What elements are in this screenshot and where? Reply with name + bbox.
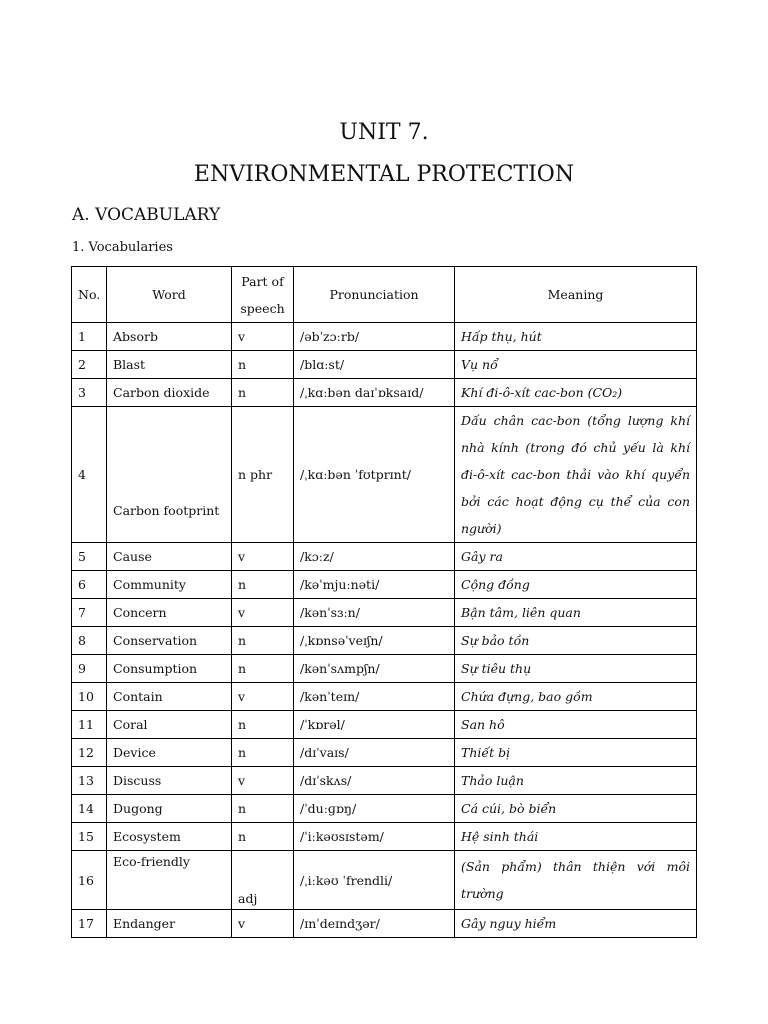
cell-meaning: Vụ nổ (455, 351, 697, 379)
cell-meaning: (Sản phẩm) thân thiện với môi trường (455, 851, 697, 910)
cell-word: Discuss (107, 767, 232, 795)
cell-no: 1 (72, 323, 107, 351)
cell-meaning: Sự tiêu thụ (455, 655, 697, 683)
cell-word: Eco-friendly (107, 851, 232, 910)
cell-word: Absorb (107, 323, 232, 351)
cell-pronunciation: /ˈiːkəʊsɪstəm/ (294, 823, 455, 851)
cell-meaning: Cộng đồng (455, 571, 697, 599)
cell-pronunciation: /kənˈsɜːn/ (294, 599, 455, 627)
cell-pronunciation: /ˌkɑːbən ˈfʊtprɪnt/ (294, 407, 455, 543)
cell-no: 11 (72, 711, 107, 739)
unit-subtitle: ENVIRONMENTAL PROTECTION (193, 162, 575, 187)
cell-pos: n (232, 711, 294, 739)
cell-meaning: Gây ra (455, 543, 697, 571)
table-row (72, 823, 697, 851)
cell-meaning: Bận tâm, liên quan (455, 599, 697, 627)
table-row (72, 910, 697, 938)
cell-pos: n (232, 739, 294, 767)
cell-word: Ecosystem (107, 823, 232, 851)
cell-no: 13 (72, 767, 107, 795)
unit-title: UNIT 7. (339, 120, 429, 145)
cell-pos: v (232, 767, 294, 795)
cell-pos: adj (232, 851, 294, 910)
header-pronunciation: Pronunciation (294, 267, 455, 323)
cell-no: 6 (72, 571, 107, 599)
cell-word: Cause (107, 543, 232, 571)
cell-word: Community (107, 571, 232, 599)
cell-pronunciation: /ˌkɒnsəˈveɪʃn/ (294, 627, 455, 655)
cell-pronunciation: /blɑːst/ (294, 351, 455, 379)
table-row (72, 543, 697, 571)
cell-pos: n (232, 351, 294, 379)
header-pos-line1: Part of (241, 273, 284, 289)
cell-pos: v (232, 543, 294, 571)
cell-pos: n (232, 823, 294, 851)
cell-word: Carbon dioxide (107, 379, 232, 407)
cell-pos: n phr (232, 407, 294, 543)
cell-pronunciation: /ɪnˈdeɪndʒər/ (294, 910, 455, 938)
cell-no: 14 (72, 795, 107, 823)
table-row (72, 571, 697, 599)
table-header-row (72, 267, 697, 323)
subsection-heading: 1. Vocabularies (72, 240, 173, 255)
section-heading: A. VOCABULARY (72, 205, 221, 225)
table-row (72, 655, 697, 683)
cell-pronunciation: /kənˈteɪn/ (294, 683, 455, 711)
cell-pos: n (232, 795, 294, 823)
table-row (72, 711, 697, 739)
table-row (72, 739, 697, 767)
header-part-of-speech (232, 267, 294, 323)
table-row (72, 795, 697, 823)
cell-pos: v (232, 599, 294, 627)
cell-meaning: Hấp thụ, hút (455, 323, 697, 351)
cell-pos: n (232, 655, 294, 683)
table-row (72, 851, 697, 910)
cell-pos: v (232, 910, 294, 938)
table-row (72, 599, 697, 627)
header-pos-line2: speech (240, 300, 285, 316)
cell-no: 16 (72, 851, 107, 910)
table-row (72, 351, 697, 379)
cell-pronunciation: /ˌkɑːbən daɪˈɒksaɪd/ (294, 379, 455, 407)
vocabulary-table (71, 266, 697, 938)
cell-meaning: Gây nguy hiểm (455, 910, 697, 938)
cell-meaning: Hệ sinh thái (455, 823, 697, 851)
table-row (72, 407, 697, 543)
cell-pos: v (232, 683, 294, 711)
cell-pronunciation: /dɪˈvaɪs/ (294, 739, 455, 767)
cell-meaning: Khí đi-ô-xít cac-bon (CO₂) (455, 379, 697, 407)
cell-pronunciation: /əbˈzɔːrb/ (294, 323, 455, 351)
cell-meaning: Dấu chân cac-bon (tổng lượng khí nhà kính (trong đó chủ yếu là khí đi-ô-xít cac-bon thải vào khí quyển bởi các hoạt động cụ thể của con người) (455, 407, 697, 543)
cell-no: 10 (72, 683, 107, 711)
cell-meaning: Chứa đựng, bao gồm (455, 683, 697, 711)
cell-pos: n (232, 571, 294, 599)
cell-meaning: San hô (455, 711, 697, 739)
cell-no: 3 (72, 379, 107, 407)
table-row (72, 683, 697, 711)
cell-no: 8 (72, 627, 107, 655)
cell-pronunciation: /ˈkɒrəl/ (294, 711, 455, 739)
cell-meaning: Sự bảo tồn (455, 627, 697, 655)
table-row (72, 627, 697, 655)
cell-pronunciation: /ˈduːɡɒŋ/ (294, 795, 455, 823)
cell-pos: v (232, 323, 294, 351)
cell-pos: n (232, 379, 294, 407)
cell-no: 7 (72, 599, 107, 627)
header-word: Word (107, 267, 232, 323)
cell-word: Carbon footprint (107, 407, 232, 543)
cell-word: Device (107, 739, 232, 767)
table-row (72, 767, 697, 795)
cell-meaning: Thiết bị (455, 739, 697, 767)
cell-word: Dugong (107, 795, 232, 823)
cell-no: 9 (72, 655, 107, 683)
cell-word: Endanger (107, 910, 232, 938)
cell-pronunciation: /kɔːz/ (294, 543, 455, 571)
cell-pronunciation: /kəˈmjuːnəti/ (294, 571, 455, 599)
cell-meaning: Cá cúi, bò biển (455, 795, 697, 823)
cell-no: 4 (72, 407, 107, 543)
cell-pronunciation: /kənˈsʌmpʃn/ (294, 655, 455, 683)
table-row (72, 379, 697, 407)
cell-meaning: Thảo luận (455, 767, 697, 795)
cell-word: Blast (107, 351, 232, 379)
cell-no: 5 (72, 543, 107, 571)
cell-word: Consumption (107, 655, 232, 683)
cell-pronunciation: /dɪˈskʌs/ (294, 767, 455, 795)
cell-no: 17 (72, 910, 107, 938)
cell-no: 15 (72, 823, 107, 851)
cell-pronunciation: /ˌiːkəʊ ˈfrendli/ (294, 851, 455, 910)
header-meaning: Meaning (455, 267, 697, 323)
cell-word: Contain (107, 683, 232, 711)
header-no: No. (72, 267, 107, 323)
cell-word: Concern (107, 599, 232, 627)
cell-no: 12 (72, 739, 107, 767)
cell-pos: n (232, 627, 294, 655)
cell-word: Coral (107, 711, 232, 739)
cell-word: Conservation (107, 627, 232, 655)
table-row (72, 323, 697, 351)
cell-no: 2 (72, 351, 107, 379)
